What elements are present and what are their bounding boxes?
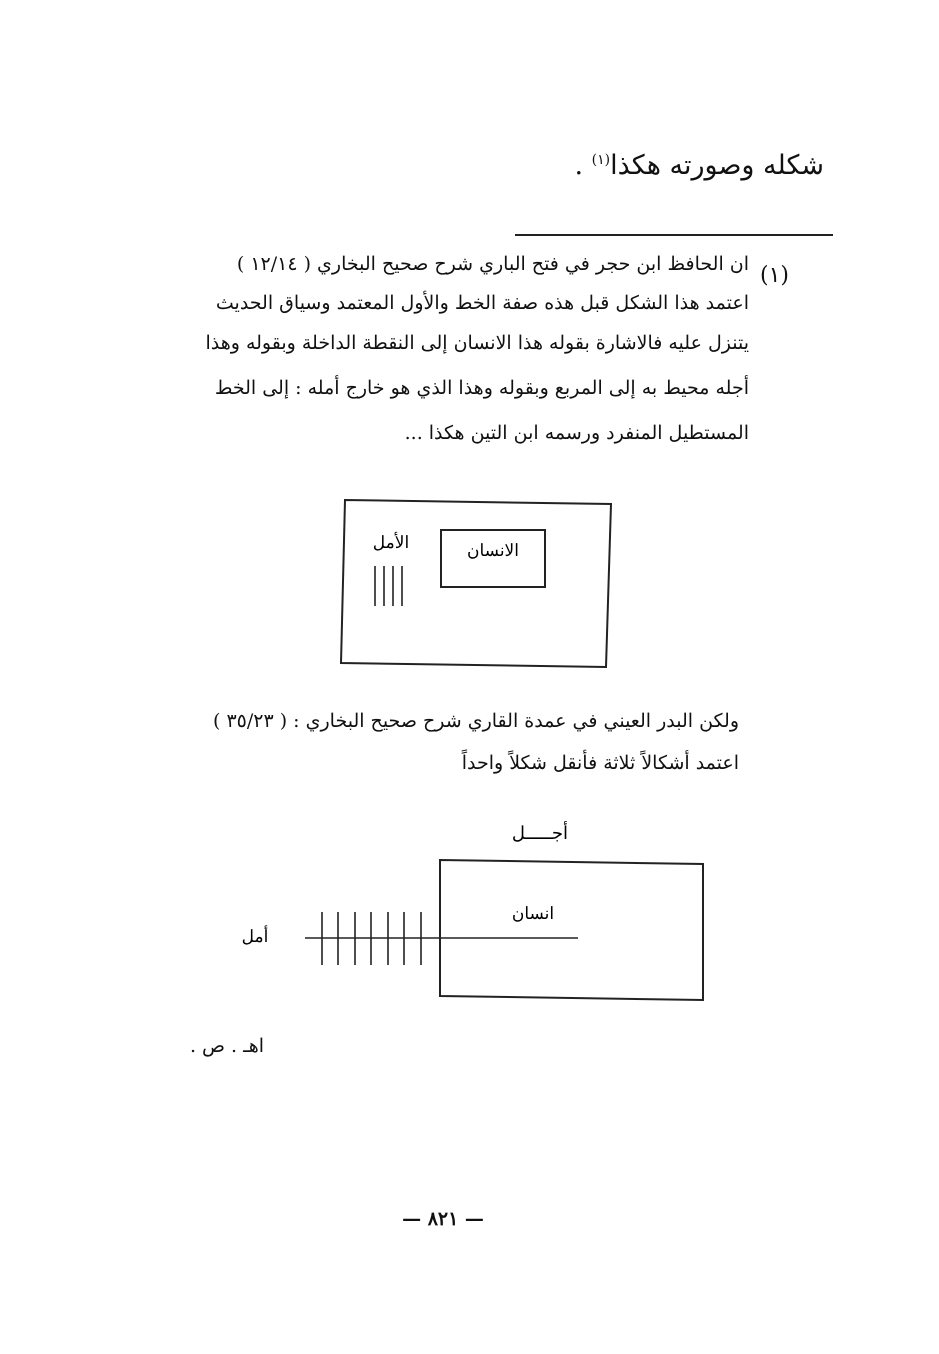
footnote-line: اعتمد هذا الشكل قبل هذه صفة الخط والأول المعتمد وسياق الحديث bbox=[215, 292, 749, 314]
footnote-line: يتنزل عليه فالاشارة بقوله هذا الانسان إلى النقطة الداخلة وبقوله وهذا bbox=[205, 332, 749, 354]
footnote-line: أجله محيط به إلى المربع وبقوله وهذا الذي هو خارج أمله : إلى الخط bbox=[214, 377, 749, 399]
outer-label: الأمل bbox=[372, 533, 410, 553]
left-label: أمل bbox=[241, 927, 269, 947]
outer-rectangle bbox=[341, 500, 611, 667]
diagram-human-lifespan bbox=[225, 815, 715, 1005]
outer-rectangle bbox=[440, 860, 703, 1000]
main-text-end: . bbox=[574, 150, 584, 181]
diagram-human-hope bbox=[337, 496, 617, 671]
main-text: شكله وصورته هكذا bbox=[610, 150, 824, 181]
top-label: أجـــــل bbox=[511, 823, 569, 844]
vertical-ticks bbox=[375, 566, 402, 606]
footnote-marker: (١) bbox=[760, 263, 790, 288]
footnote-reference: (١) bbox=[591, 152, 611, 168]
paragraph-line: اعتمد أشكالاً ثلاثة فأنقل شكلاً واحداً bbox=[461, 752, 739, 774]
inner-label: الانسان bbox=[467, 541, 519, 561]
footnote-line: المستطيل المنفرد ورسمه ابن التين هكذا ... bbox=[404, 422, 749, 444]
main-text-line bbox=[574, 150, 824, 181]
footnote-line: ان الحافظ ابن حجر في فتح الباري شرح صحيح البخاري ( ١٢/١٤ ) bbox=[236, 253, 749, 275]
closing-text: اهـ . ص . bbox=[189, 1035, 264, 1057]
paragraph-line: ولكن البدر العيني في عمدة القاري شرح صحيح البخاري : ( ٣٥/٢٣ ) bbox=[213, 710, 739, 732]
footnote-separator bbox=[515, 234, 833, 236]
inner-label: انسان bbox=[511, 904, 555, 924]
page-number: — ٨٢١ — bbox=[402, 1208, 484, 1230]
